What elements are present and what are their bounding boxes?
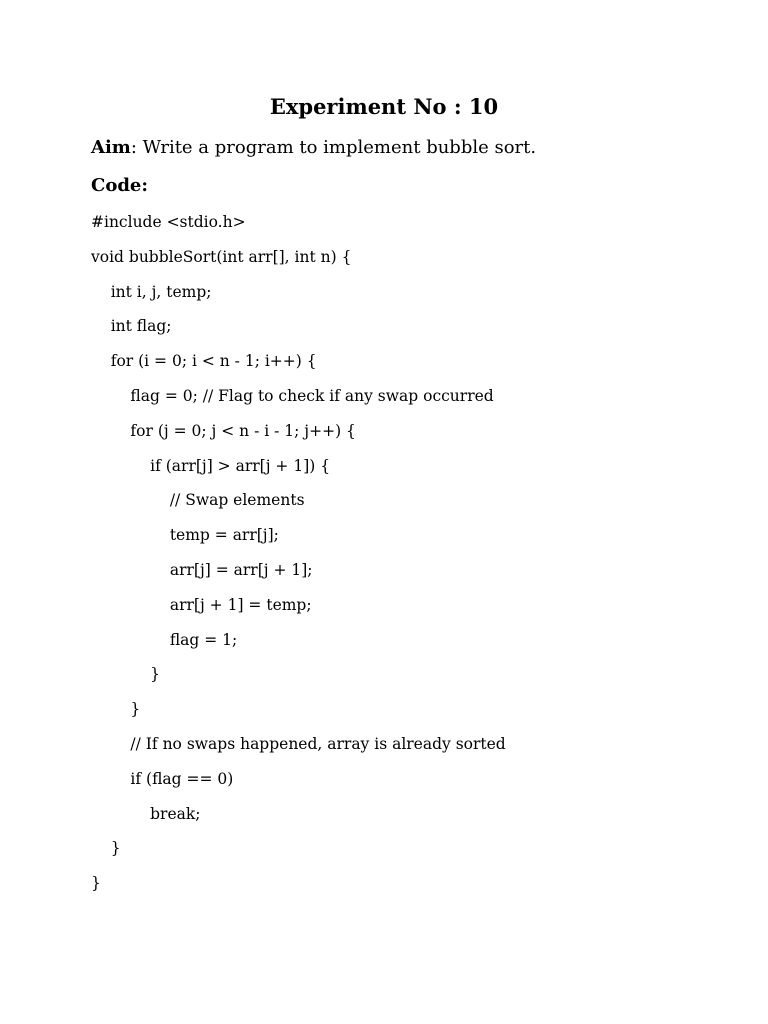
aim-text: : Write a program to implement bubble sort.: [130, 137, 537, 158]
code-line: }: [91, 665, 160, 684]
code-line: // Swap elements: [91, 491, 305, 510]
code-line: #include <stdio.h>: [91, 213, 246, 231]
code-line: arr[j + 1] = temp;: [91, 595, 312, 614]
code-line: break;: [91, 804, 201, 823]
code-line: // If no swaps happened, array is already sorted: [91, 734, 506, 753]
code-line: void bubbleSort(int arr[], int n) {: [91, 247, 352, 266]
aim-label: Aim: [91, 137, 131, 158]
code-heading: Code:: [91, 175, 149, 196]
code-line: }: [91, 874, 101, 893]
page-title: Experiment No : 10: [269, 94, 499, 119]
code-block: [91, 208, 506, 904]
code-line: flag = 0; // Flag to check if any swap occurred: [91, 386, 494, 405]
code-line: if (arr[j] > arr[j + 1]) {: [91, 456, 331, 475]
code-line: for (j = 0; j < n - i - 1; j++) {: [91, 421, 356, 440]
code-line: int flag;: [91, 317, 172, 336]
code-line: if (flag == 0): [91, 769, 234, 788]
aim-paragraph: [91, 134, 536, 162]
code-line: flag = 1;: [91, 630, 238, 649]
code-line: temp = arr[j];: [91, 526, 279, 545]
code-line: }: [91, 700, 141, 719]
code-line: for (i = 0; i < n - 1; i++) {: [91, 352, 317, 371]
code-line: }: [91, 839, 121, 858]
code-line: int i, j, temp;: [91, 282, 212, 301]
code-line: arr[j] = arr[j + 1];: [91, 560, 313, 579]
